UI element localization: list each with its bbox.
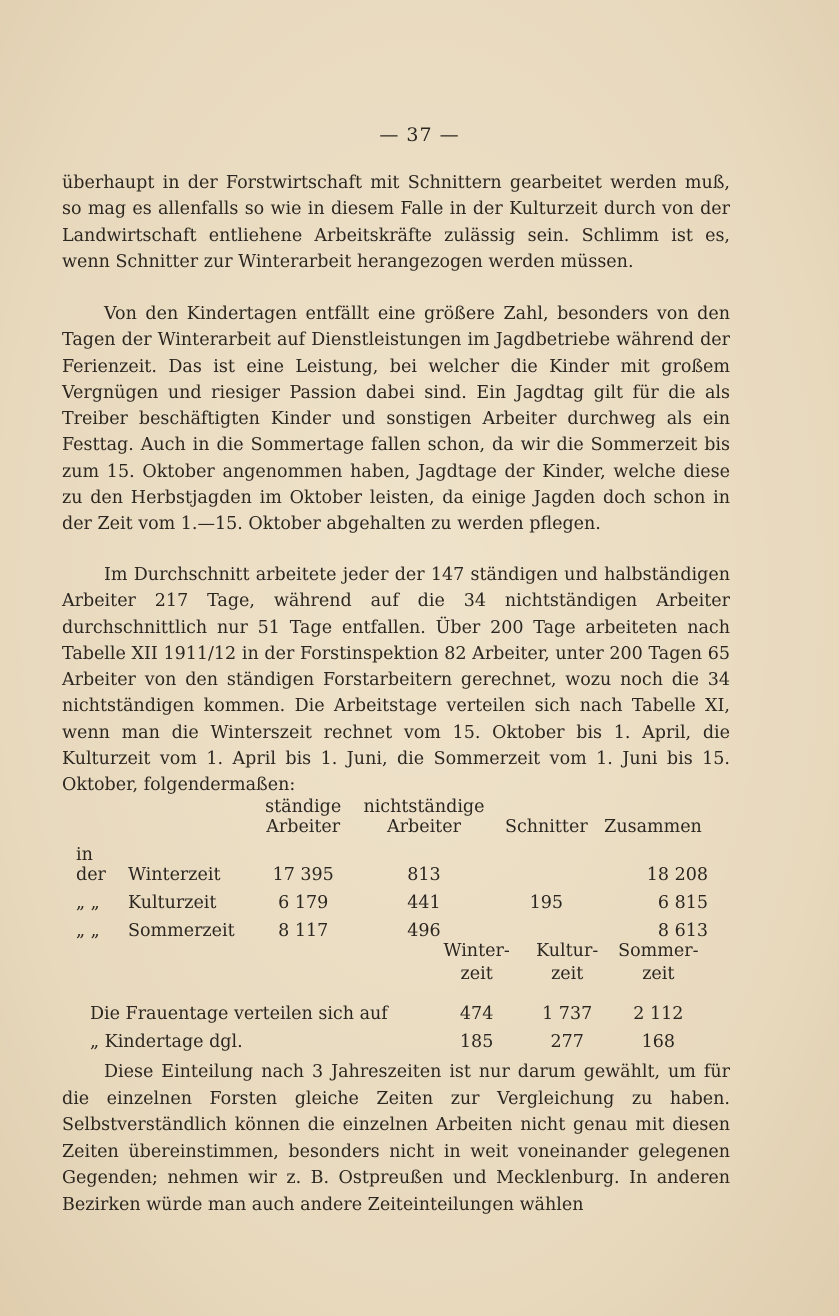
row-label: Die Frauentage verteilen sich auf <box>90 1004 388 1024</box>
cell-schnitter <box>495 913 598 941</box>
cell-nichtstaendige: 813 <box>407 865 441 885</box>
header-sommerzeit: Sommer- zeit <box>618 941 699 984</box>
header-staendige: ständige Arbeiter <box>265 797 342 837</box>
page-number: — 37 — <box>379 124 460 146</box>
cell-staendige: 17 395 <box>272 865 334 885</box>
row-label: „ „ Sommerzeit <box>76 921 235 941</box>
cell-schnitter: 195 <box>529 893 564 913</box>
header-schnitter: Schnitter <box>504 817 588 837</box>
paragraph-3 <box>62 562 730 799</box>
header-nichtstaendige: nichtständige Arbeiter <box>363 797 485 837</box>
cell-zusammen: 6 815 <box>657 893 708 913</box>
women-children-days-table <box>62 940 702 1052</box>
table-header-row <box>62 940 702 996</box>
cell-nichtstaendige: 441 <box>407 893 441 913</box>
cell-winter: 185 <box>459 1032 494 1052</box>
paragraph-text: überhaupt in der Forstwirtschaft mit Schnittern gearbeitet werden muß, so mag es allenfalls so wie in diesem Falle in der Kulturzeit durch von der Landwirtschaft entliehene Arbeitskräfte zulässig sein. Schlimm ist es, wenn Schnitter zur Winterarbeit herangezogen werden müssen. <box>62 173 730 272</box>
paragraph-1 <box>62 170 730 275</box>
paragraph-text: Im Durchschnitt arbeitete jeder der 147 ständigen und halbständigen Arbeiter 217 Tage, während auf die 34 nichtständigen Arbeiter durchschnittlich nur 51 Tage entfallen. Über 200 Tage arbeiteten nach Tabelle XII 1911/12 in der Forstinspektion 82 Arbeiter, unter 200 Tagen 65 Arbeiter von den ständigen Forstarbeitern gerechnet, wozu noch die 34 nichtständigen kommen. Die Arbeitstage verteilen sich nach Tabelle XI, wenn man die Winterszeit rechnet vom 15. Oktober bis 1. April, die Kulturzeit vom 1. April bis 1. Juni, die Sommerzeit vom 1. Juni bis 15. Oktober, folgendermaßen: <box>62 565 730 796</box>
cell-winter: 474 <box>459 1004 494 1024</box>
table-row <box>62 845 742 885</box>
cell-zusammen: 18 208 <box>646 865 708 885</box>
header-zusammen: Zusammen <box>604 817 702 837</box>
row-label: „ „ Kulturzeit <box>76 893 217 913</box>
header-kulturzeit: Kultur- zeit <box>536 941 599 984</box>
table-row <box>62 885 742 913</box>
cell-schnitter <box>495 845 598 885</box>
paragraph-4 <box>62 1059 730 1218</box>
table-row <box>62 913 742 941</box>
paragraph-text: Diese Einteilung nach 3 Jahreszeiten ist nur darum gewählt, um für die einzelnen Forsten gleiche Zeiten zur Vergleichung zu haben. Selbstverständlich können die einzelnen Arbeiten nicht genau mit diesen Zeiten übereinstimmen, besonders nicht in weit voneinander gelegenen Gegenden; nehmen wir z. B. Ostpreußen und Mecklenburg. In anderen Bezirken würde man auch andere Zeiteinteilungen wählen <box>62 1062 730 1215</box>
workdays-by-worker-type-table <box>62 797 742 941</box>
header-winterzeit: Winter- zeit <box>443 941 510 984</box>
cell-kultur: 1 737 <box>542 1004 593 1024</box>
cell-nichtstaendige: 496 <box>407 921 441 941</box>
table-header-row <box>62 797 742 845</box>
cell-zusammen: 8 613 <box>657 921 708 941</box>
cell-kultur: 277 <box>550 1032 584 1052</box>
paragraph-text: Von den Kindertagen entfällt eine größere Zahl, besonders von den Tagen der Winterarbeit auf Dienstleistungen im Jagdbetriebe während der Ferienzeit. Das ist eine Leistung, bei welcher die Kinder mit großem Vergnügen und riesiger Passion dabei sind. Ein Jagdtag gilt für die als Treiber beschäftigten Kinder und sonstigen Arbeiter durchweg als ein Festtag. Auch in die Sommertage fallen schon, da wir die Sommerzeit bis zum 15. Oktober angenommen haben, Jagdtage der Kinder, welche diese zu den Herbstjagden im Oktober leisten, da einige Jagden doch schon in der Zeit vom 1.—15. Oktober abgehalten zu werden pflegen. <box>62 304 730 535</box>
table-row <box>62 996 702 1024</box>
cell-sommer: 2 112 <box>633 1004 684 1024</box>
cell-staendige: 6 179 <box>278 893 329 913</box>
row-label: „ Kindertage dgl. <box>90 1032 243 1052</box>
cell-sommer: 168 <box>641 1032 676 1052</box>
row-label: in der Winterzeit <box>76 845 221 885</box>
cell-staendige: 8 117 <box>278 921 329 941</box>
paragraph-2 <box>62 301 730 538</box>
table-row <box>62 1024 702 1052</box>
